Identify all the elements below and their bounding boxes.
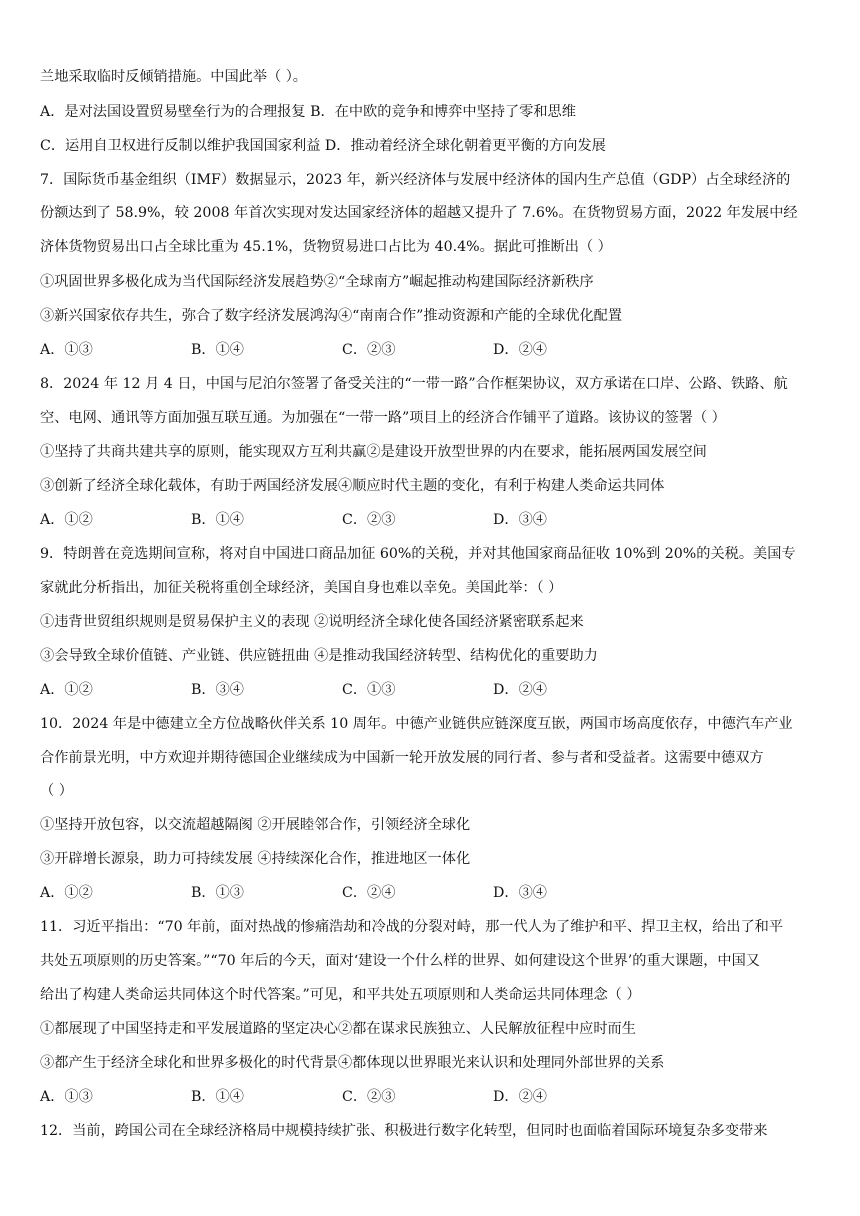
q10-stem-line-3: （ ） [40, 783, 73, 799]
q11-option-a: A．①③ [40, 1089, 93, 1105]
q11-statements-34: ③都产生于经济全球化和世界多极化的时代背景④都体现以世界眼光来认识和处理同外部世界的关系 [40, 1055, 665, 1071]
q7-stem-line-2: 份额达到了 58.9%，较 2008 年首次实现对发达国家经济体的超越又提升了 7.6%。在货物贸易方面，2022 年发展中经 [40, 205, 798, 221]
q8-stem-line-1: 8．2024 年 12 月 4 日，中国与尼泊尔签署了备受关注的“一带一路”合作框架协议，双方承诺在口岸、公路、铁路、航 [40, 376, 788, 392]
q11-option-d: D．②④ [493, 1089, 547, 1105]
q9-option-c: C．①③ [342, 682, 396, 698]
q9-option-d: D．②④ [493, 682, 547, 698]
q8-option-d: D．③④ [493, 512, 547, 528]
q7-option-a: A．①③ [40, 342, 93, 358]
q7-option-b: B．①④ [191, 342, 244, 358]
q6-options-cd: C．运用自卫权进行反制以维护我国国家利益 D．推动着经济全球化朝着更平衡的方向发展 [40, 138, 606, 154]
q8-option-b: B．①④ [191, 512, 244, 528]
q8-stem-line-2: 空、电网、通讯等方面加强互联互通。为加强在“一带一路”项目上的经济合作铺平了道路。该协议的签署（ ） [40, 410, 726, 426]
q11-stem-line-2: 共处五项原则的历史答案。”“70 年后的今天，面对‘建设一个什么样的世界、如何建设这个世界’的重大课题，中国又 [40, 953, 760, 969]
q7-statements-34: ③新兴国家依存共生，弥合了数字经济发展鸿沟④“南南合作”推动资源和产能的全球优化配置 [40, 308, 623, 324]
q7-statements-12: ①巩固世界多极化成为当代国际经济发展趋势②“全球南方”崛起推动构建国际经济新秩序 [40, 274, 594, 290]
q7-options [40, 340, 836, 360]
q6-stem-tail: 兰地采取临时反倾销措施。中国此举（ ）。 [40, 69, 307, 85]
q10-statements-12: ①坚持开放包容，以交流超越隔阂 ②开展睦邻合作，引领经济全球化 [40, 817, 471, 833]
q10-stem-line-2: 合作前景光明，中方欢迎并期待德国企业继续成为中国新一轮开放发展的同行者、参与者和受益者。这需要中德双方 [40, 750, 764, 766]
q11-option-c: C．②③ [342, 1089, 396, 1105]
q10-option-b: B．①③ [191, 885, 244, 901]
q8-options [40, 510, 836, 530]
q7-option-c: C．②③ [342, 342, 396, 358]
q9-statements-34: ③会导致全球价值链、产业链、供应链扭曲 ④是推动我国经济转型、结构优化的重要助力 [40, 648, 598, 664]
q11-stem-line-3: 给出了构建人类命运共同体这个时代答案。”可见，和平共处五项原则和人类命运共同体理念（ ） [40, 987, 641, 1003]
q6-options-ab: A．是对法国设置贸易壁垒行为的合理报复 B．在中欧的竞争和博弈中坚持了零和思维 [40, 104, 576, 120]
q9-option-b: B．③④ [191, 682, 244, 698]
q12-stem-line-1: 12．当前，跨国公司在全球经济格局中规模持续扩张、积极进行数字化转型，但同时也面临着国际环境复杂多变带来 [40, 1123, 768, 1139]
q10-options [40, 883, 836, 903]
q7-stem-line-3: 济体货物贸易出口占全球比重为 45.1%，货物贸易进口占比为 40.4%。据此可推断出（ ） [40, 239, 612, 255]
q9-options [40, 680, 836, 700]
q10-option-d: D．③④ [493, 885, 547, 901]
q10-statements-34: ③开辟增长源泉，助力可持续发展 ④持续深化合作，推进地区一体化 [40, 851, 471, 867]
q8-statements-12: ①坚持了共商共建共享的原则，能实现双方互利共赢②是建设开放型世界的内在要求，能拓展两国发展空间 [40, 444, 707, 460]
q11-options [40, 1087, 836, 1107]
q7-stem-line-1: 7．国际货币基金组织（IMF）数据显示，2023 年，新兴经济体与发展中经济体的国内生产总值（GDP）占全球经济的 [40, 172, 791, 188]
q9-option-a: A．①② [40, 682, 93, 698]
q10-option-a: A．①② [40, 885, 93, 901]
q11-stem-line-1: 11．习近平指出：“70 年前，面对热战的惨痛浩劫和冷战的分裂对峙，那一代人为了维护和平、捍卫主权，给出了和平 [40, 919, 784, 935]
q10-option-c: C．②④ [342, 885, 396, 901]
q8-statements-34: ③创新了经济全球化载体，有助于两国经济发展④顺应时代主题的变化，有利于构建人类命运共同体 [40, 478, 665, 494]
q8-option-a: A．①② [40, 512, 93, 528]
q11-option-b: B．①④ [191, 1089, 244, 1105]
q11-statements-12: ①都展现了中国坚持走和平发展道路的坚定决心②都在谋求民族独立、人民解放征程中应时而生 [40, 1021, 636, 1037]
q10-stem-line-1: 10．2024 年是中德建立全方位战略伙伴关系 10 周年。中德产业链供应链深度互嵌，两国市场高度依存，中德汽车产业 [40, 716, 793, 732]
q9-statements-12: ①违背世贸组织规则是贸易保护主义的表现 ②说明经济全球化使各国经济紧密联系起来 [40, 614, 584, 630]
q9-stem-line-2: 家就此分析指出，加征关税将重创全球经济，美国自身也难以幸免。美国此举：（ ） [40, 580, 563, 596]
q7-option-d: D．②④ [493, 342, 547, 358]
q9-stem-line-1: 9．特朗普在竞选期间宣称，将对自中国进口商品加征 60%的关税，并对其他国家商品征收 10%到 20%的关税。美国专 [40, 546, 796, 562]
q8-option-c: C．②③ [342, 512, 396, 528]
